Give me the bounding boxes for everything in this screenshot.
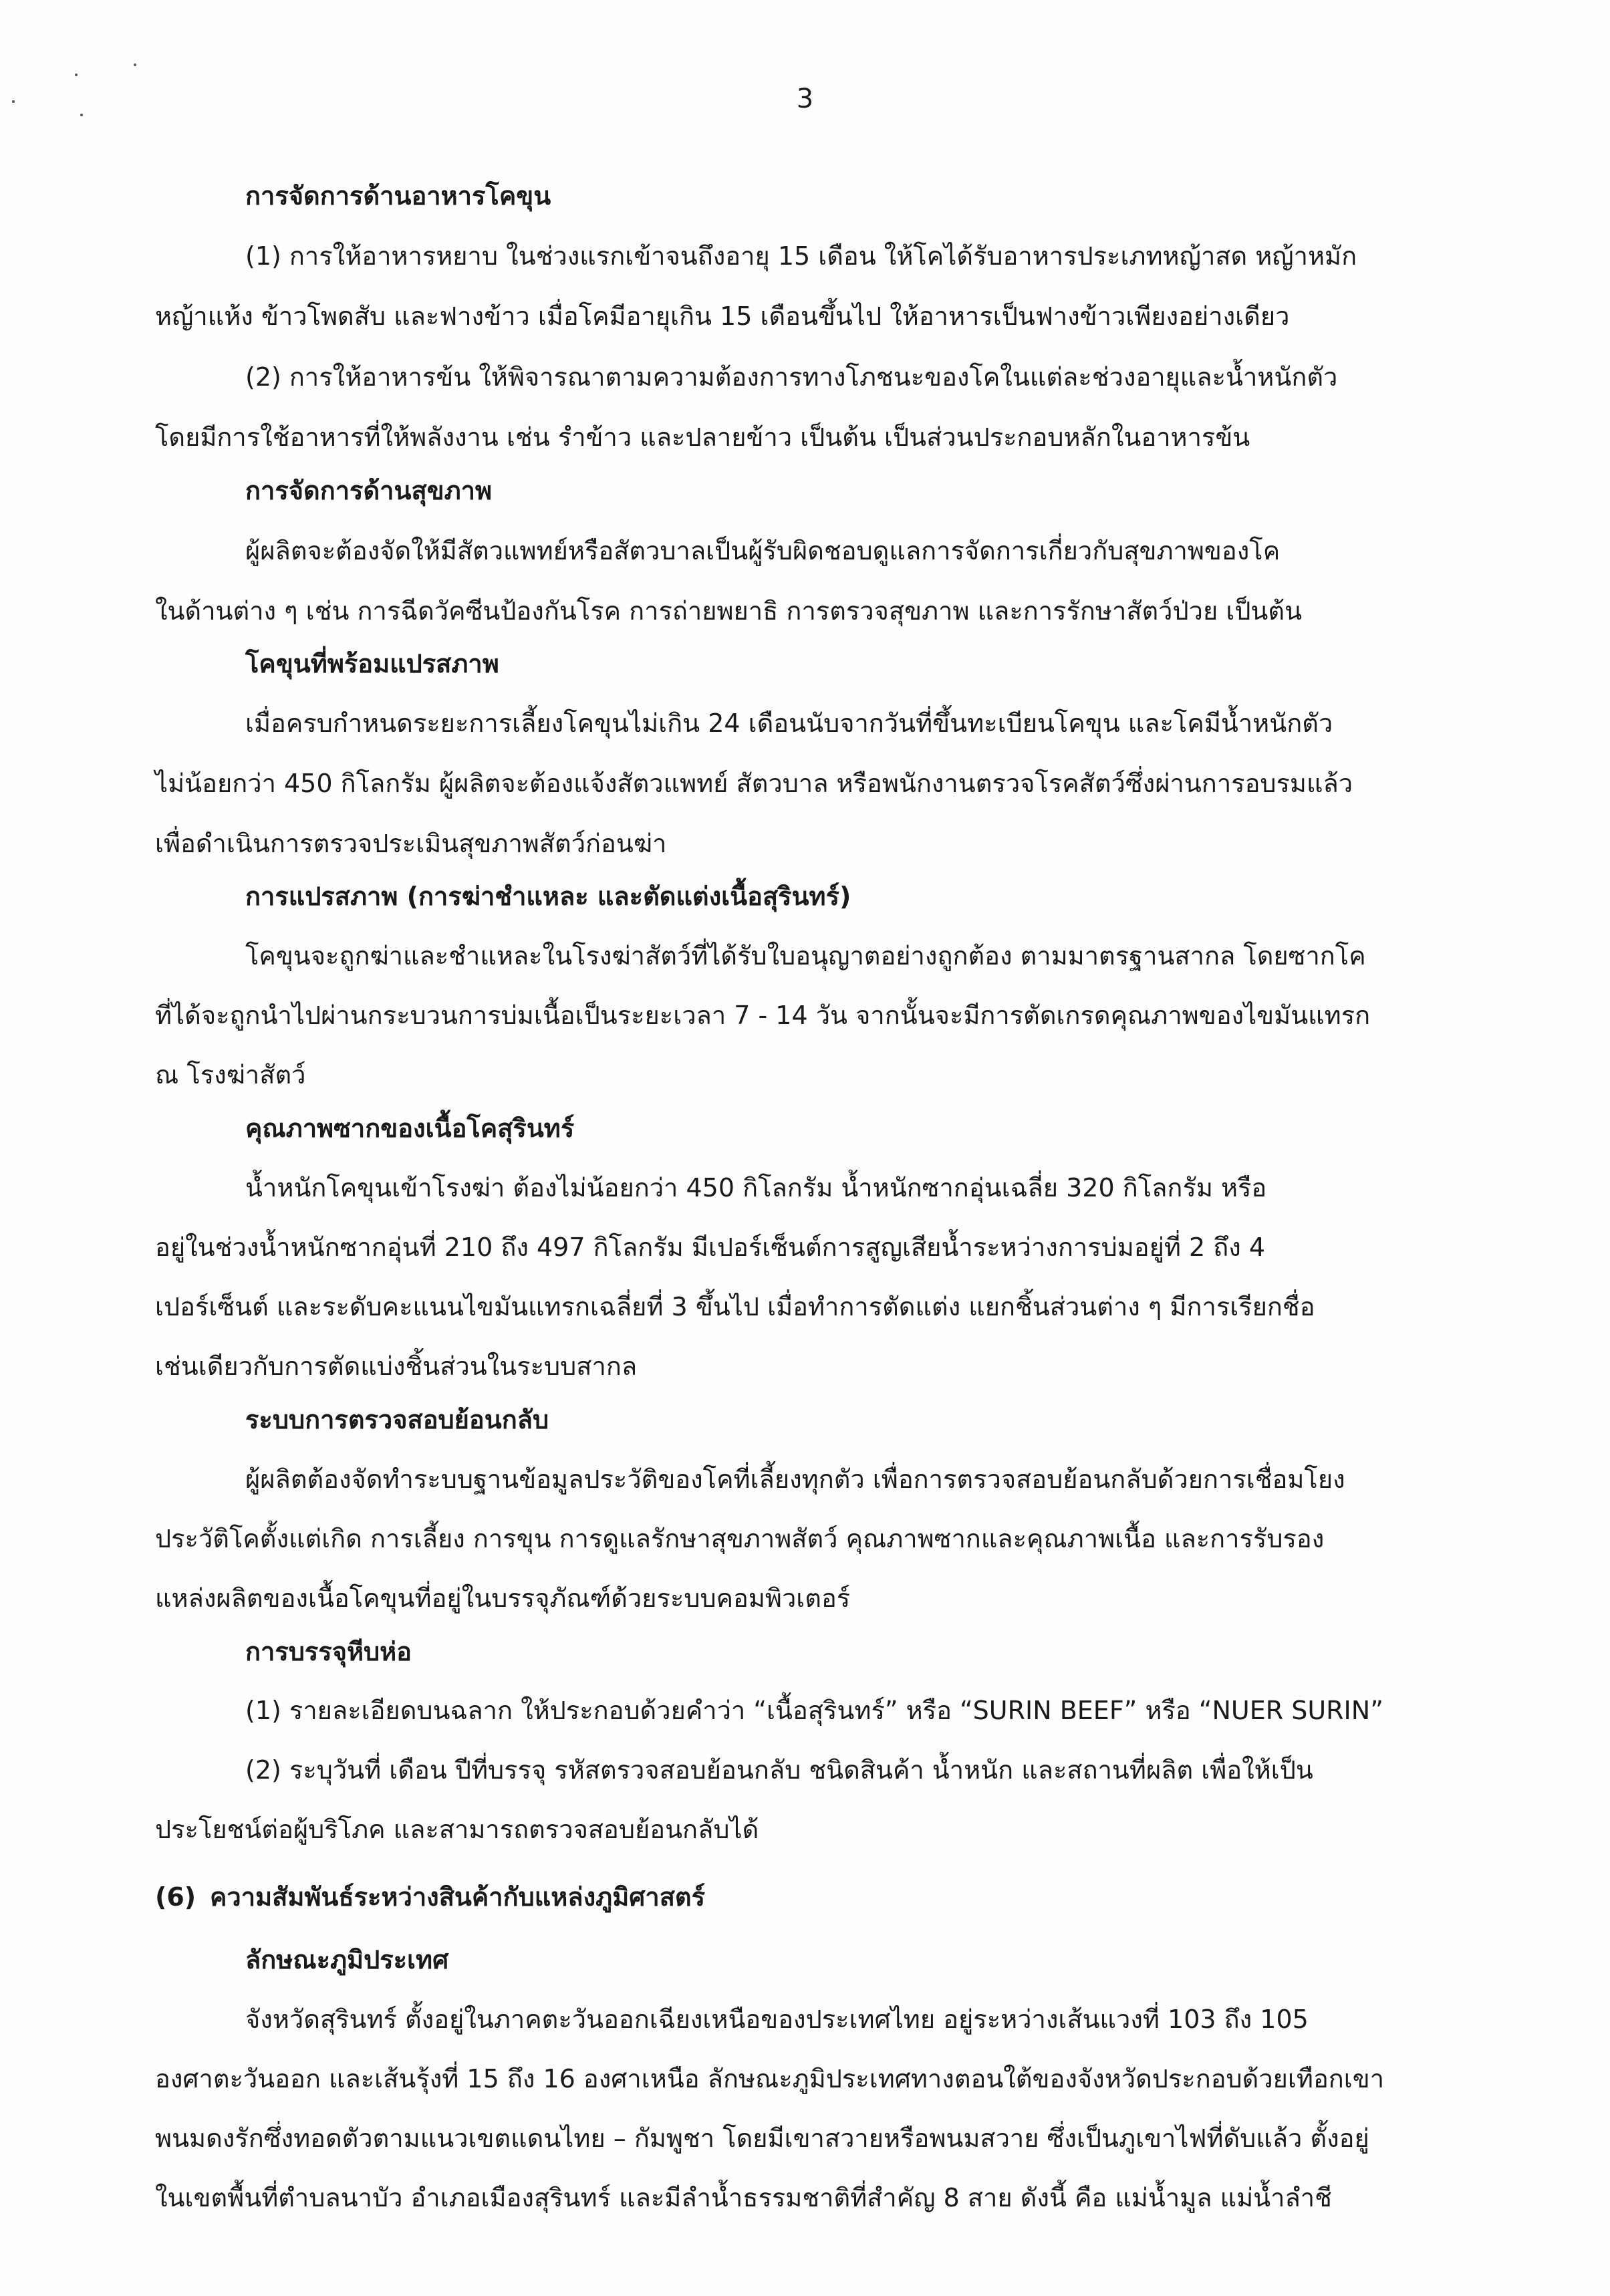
trace-line: แหล่งผลิตของเนื้อโคขุนที่อยู่ในบรรจุภัณฑ์ด้วยระบบคอมพิวเตอร์ bbox=[155, 1583, 851, 1613]
carcass-line: เปอร์เซ็นต์ และระดับคะแนนไขมันแทรกเฉลี่ยที่ 3 ขึ้นไป เมื่อทำการตัดแต่ง แยกชิ้นส่วนต่าง ๆ มีการเรียกชื่อ bbox=[155, 1292, 1315, 1321]
carcass-line: เช่นเดียวกับการตัดแบ่งชิ้นส่วนในระบบสากล bbox=[155, 1352, 638, 1381]
packaging-line: (1) รายละเอียดบนฉลาก ให้ประกอบด้วยคำว่า “เนื้อสุรินทร์” หรือ “SURIN BEEF” หรือ “NUER SURIN” bbox=[245, 1696, 1383, 1725]
feed-line: หญ้าแห้ง ข้าวโพดสับ และฟางข้าว เมื่อโคมีอายุเกิน 15 เดือนขึ้นไป ให้อาหารเป็นฟางข้าวเพียงอย่างเดียว bbox=[155, 301, 1290, 331]
packaging-line: (2) ระบุวันที่ เดือน ปีที่บรรจุ รหัสตรวจสอบย้อนกลับ ชนิดสินค้า น้ำหนัก และสถานที่ผลิต เพื่อให้เป็น bbox=[245, 1755, 1313, 1785]
geography-line: องศาตะวันออก และเส้นรุ้งที่ 15 ถึง 16 องศาเหนือ ลักษณะภูมิประเทศทางตอนใต้ของจังหวัดประกอบด้วยเทือกเขา bbox=[155, 2064, 1385, 2093]
packaging-line: ประโยชน์ต่อผู้บริโภค และสามารถตรวจสอบย้อนกลับได้ bbox=[155, 1815, 759, 1844]
heading-processing: การแปรสภาพ (การฆ่าชำแหละ และตัดแต่งเนื้อสุรินทร์) bbox=[245, 882, 851, 911]
ready-line: เพื่อดำเนินการตรวจประเมินสุขภาพสัตว์ก่อนฆ่า bbox=[155, 829, 667, 858]
processing-line: โคขุนจะถูกฆ่าและชำแหละในโรงฆ่าสัตว์ที่ได้รับใบอนุญาตอย่างถูกต้อง ตามมาตรฐานสากล โดยซากโค bbox=[245, 941, 1366, 971]
heading-carcass: คุณภาพซากของเนื้อโคสุรินทร์ bbox=[245, 1114, 575, 1143]
geography-line: ในเขตพื้นที่ตำบลนาบัว อำเภอเมืองสุรินทร์ และมีลำน้ำธรรมชาติที่สำคัญ 8 สาย ดังนี้ คือ แม่น้ำมูล แม่น้ำลำชี bbox=[155, 2183, 1332, 2212]
feed-line: โดยมีการใช้อาหารที่ให้พลังงาน เช่น รำข้าว และปลายข้าว เป็นต้น เป็นส่วนประกอบหลักในอาหารข้น bbox=[155, 422, 1250, 452]
geography-line: จังหวัดสุรินทร์ ตั้งอยู่ในภาคตะวันออกเฉียงเหนือของประเทศไทย อยู่ระหว่างเส้นแวงที่ 103 ถึง 105 bbox=[245, 2005, 1309, 2034]
carcass-line: น้ำหนักโคขุนเข้าโรงฆ่า ต้องไม่น้อยกว่า 450 กิโลกรัม น้ำหนักซากอุ่นเฉลี่ย 320 กิโลกรัม หรือ bbox=[245, 1173, 1267, 1202]
feed-line: (2) การให้อาหารข้น ให้พิจารณาตามความต้องการทางโภชนะของโคในแต่ละช่วงอายุและน้ำหนักตัว bbox=[245, 362, 1338, 392]
health-line: ผู้ผลิตจะต้องจัดให้มีสัตวแพทย์หรือสัตวบาลเป็นผู้รับผิดชอบดูแลการจัดการเกี่ยวกับสุขภาพของโค bbox=[245, 536, 1281, 565]
section-number: (6) bbox=[155, 1882, 196, 1912]
carcass-line: อยู่ในช่วงน้ำหนักซากอุ่นที่ 210 ถึง 497 กิโลกรัม มีเปอร์เซ็นต์การสูญเสียน้ำระหว่างการบ่มอยู่ที่ 2 ถึง 4 bbox=[155, 1233, 1266, 1262]
feed-line: (1) การให้อาหารหยาบ ในช่วงแรกเข้าจนถึงอายุ 15 เดือน ให้โคได้รับอาหารประเภทหญ้าสด หญ้าหมัก bbox=[245, 241, 1357, 271]
trace-line: ประวัติโคตั้งแต่เกิด การเลี้ยง การขุน การดูแลรักษาสุขภาพสัตว์ คุณภาพซากและคุณภาพเนื้อ และการรับรอง bbox=[155, 1524, 1325, 1553]
page-number: 3 bbox=[796, 84, 814, 114]
heading-geography: ลักษณะภูมิประเทศ bbox=[245, 1945, 449, 1974]
heading-relation: ความสัมพันธ์ระหว่างสินค้ากับแหล่งภูมิศาสตร์ bbox=[210, 1882, 705, 1912]
processing-line: ที่ได้จะถูกนำไปผ่านกระบวนการบ่มเนื้อเป็นระยะเวลา 7 - 14 วัน จากนั้นจะมีการตัดเกรดคุณภาพของไขมันแทรก bbox=[155, 1001, 1371, 1030]
heading-health: การจัดการด้านสุขภาพ bbox=[245, 476, 493, 505]
geography-line: พนมดงรักซึ่งทอดตัวตามแนวเขตแดนไทย – กัมพูชา โดยมีเขาสวายหรือพนมสวาย ซึ่งเป็นภูเขาไฟที่ดับแล้ว ตั้งอยู่ bbox=[155, 2124, 1369, 2153]
heading-feed: การจัดการด้านอาหารโคขุน bbox=[245, 181, 551, 211]
scan-speck bbox=[134, 63, 136, 66]
health-line: ในด้านต่าง ๆ เช่น การฉีดวัคซีนป้องกันโรค การถ่ายพยาธิ การตรวจสุขภาพ และการรักษาสัตว์ป่วย เป็นต้น bbox=[155, 596, 1303, 626]
scan-speck bbox=[75, 74, 78, 76]
heading-trace: ระบบการตรวจสอบย้อนกลับ bbox=[245, 1405, 549, 1434]
processing-line: ณ โรงฆ่าสัตว์ bbox=[155, 1060, 306, 1090]
heading-ready: โคขุนที่พร้อมแปรสภาพ bbox=[245, 649, 499, 678]
ready-line: ไม่น้อยกว่า 450 กิโลกรัม ผู้ผลิตจะต้องแจ้งสัตวแพทย์ สัตวบาล หรือพนักงานตรวจโรคสัตว์ซึ่งผ่านการอบรมแล้ว bbox=[155, 769, 1353, 798]
trace-line: ผู้ผลิตต้องจัดทำระบบฐานข้อมูลประวัติของโคที่เลี้ยงทุกตัว เพื่อการตรวจสอบย้อนกลับด้วยการเชื่อมโยง bbox=[245, 1464, 1345, 1494]
ready-line: เมื่อครบกำหนดระยะการเลี้ยงโคขุนไม่เกิน 24 เดือนนับจากวันที่ขึ้นทะเบียนโคขุน และโคมีน้ำหนักตัว bbox=[245, 709, 1333, 738]
heading-packaging: การบรรจุหีบห่อ bbox=[245, 1637, 412, 1666]
